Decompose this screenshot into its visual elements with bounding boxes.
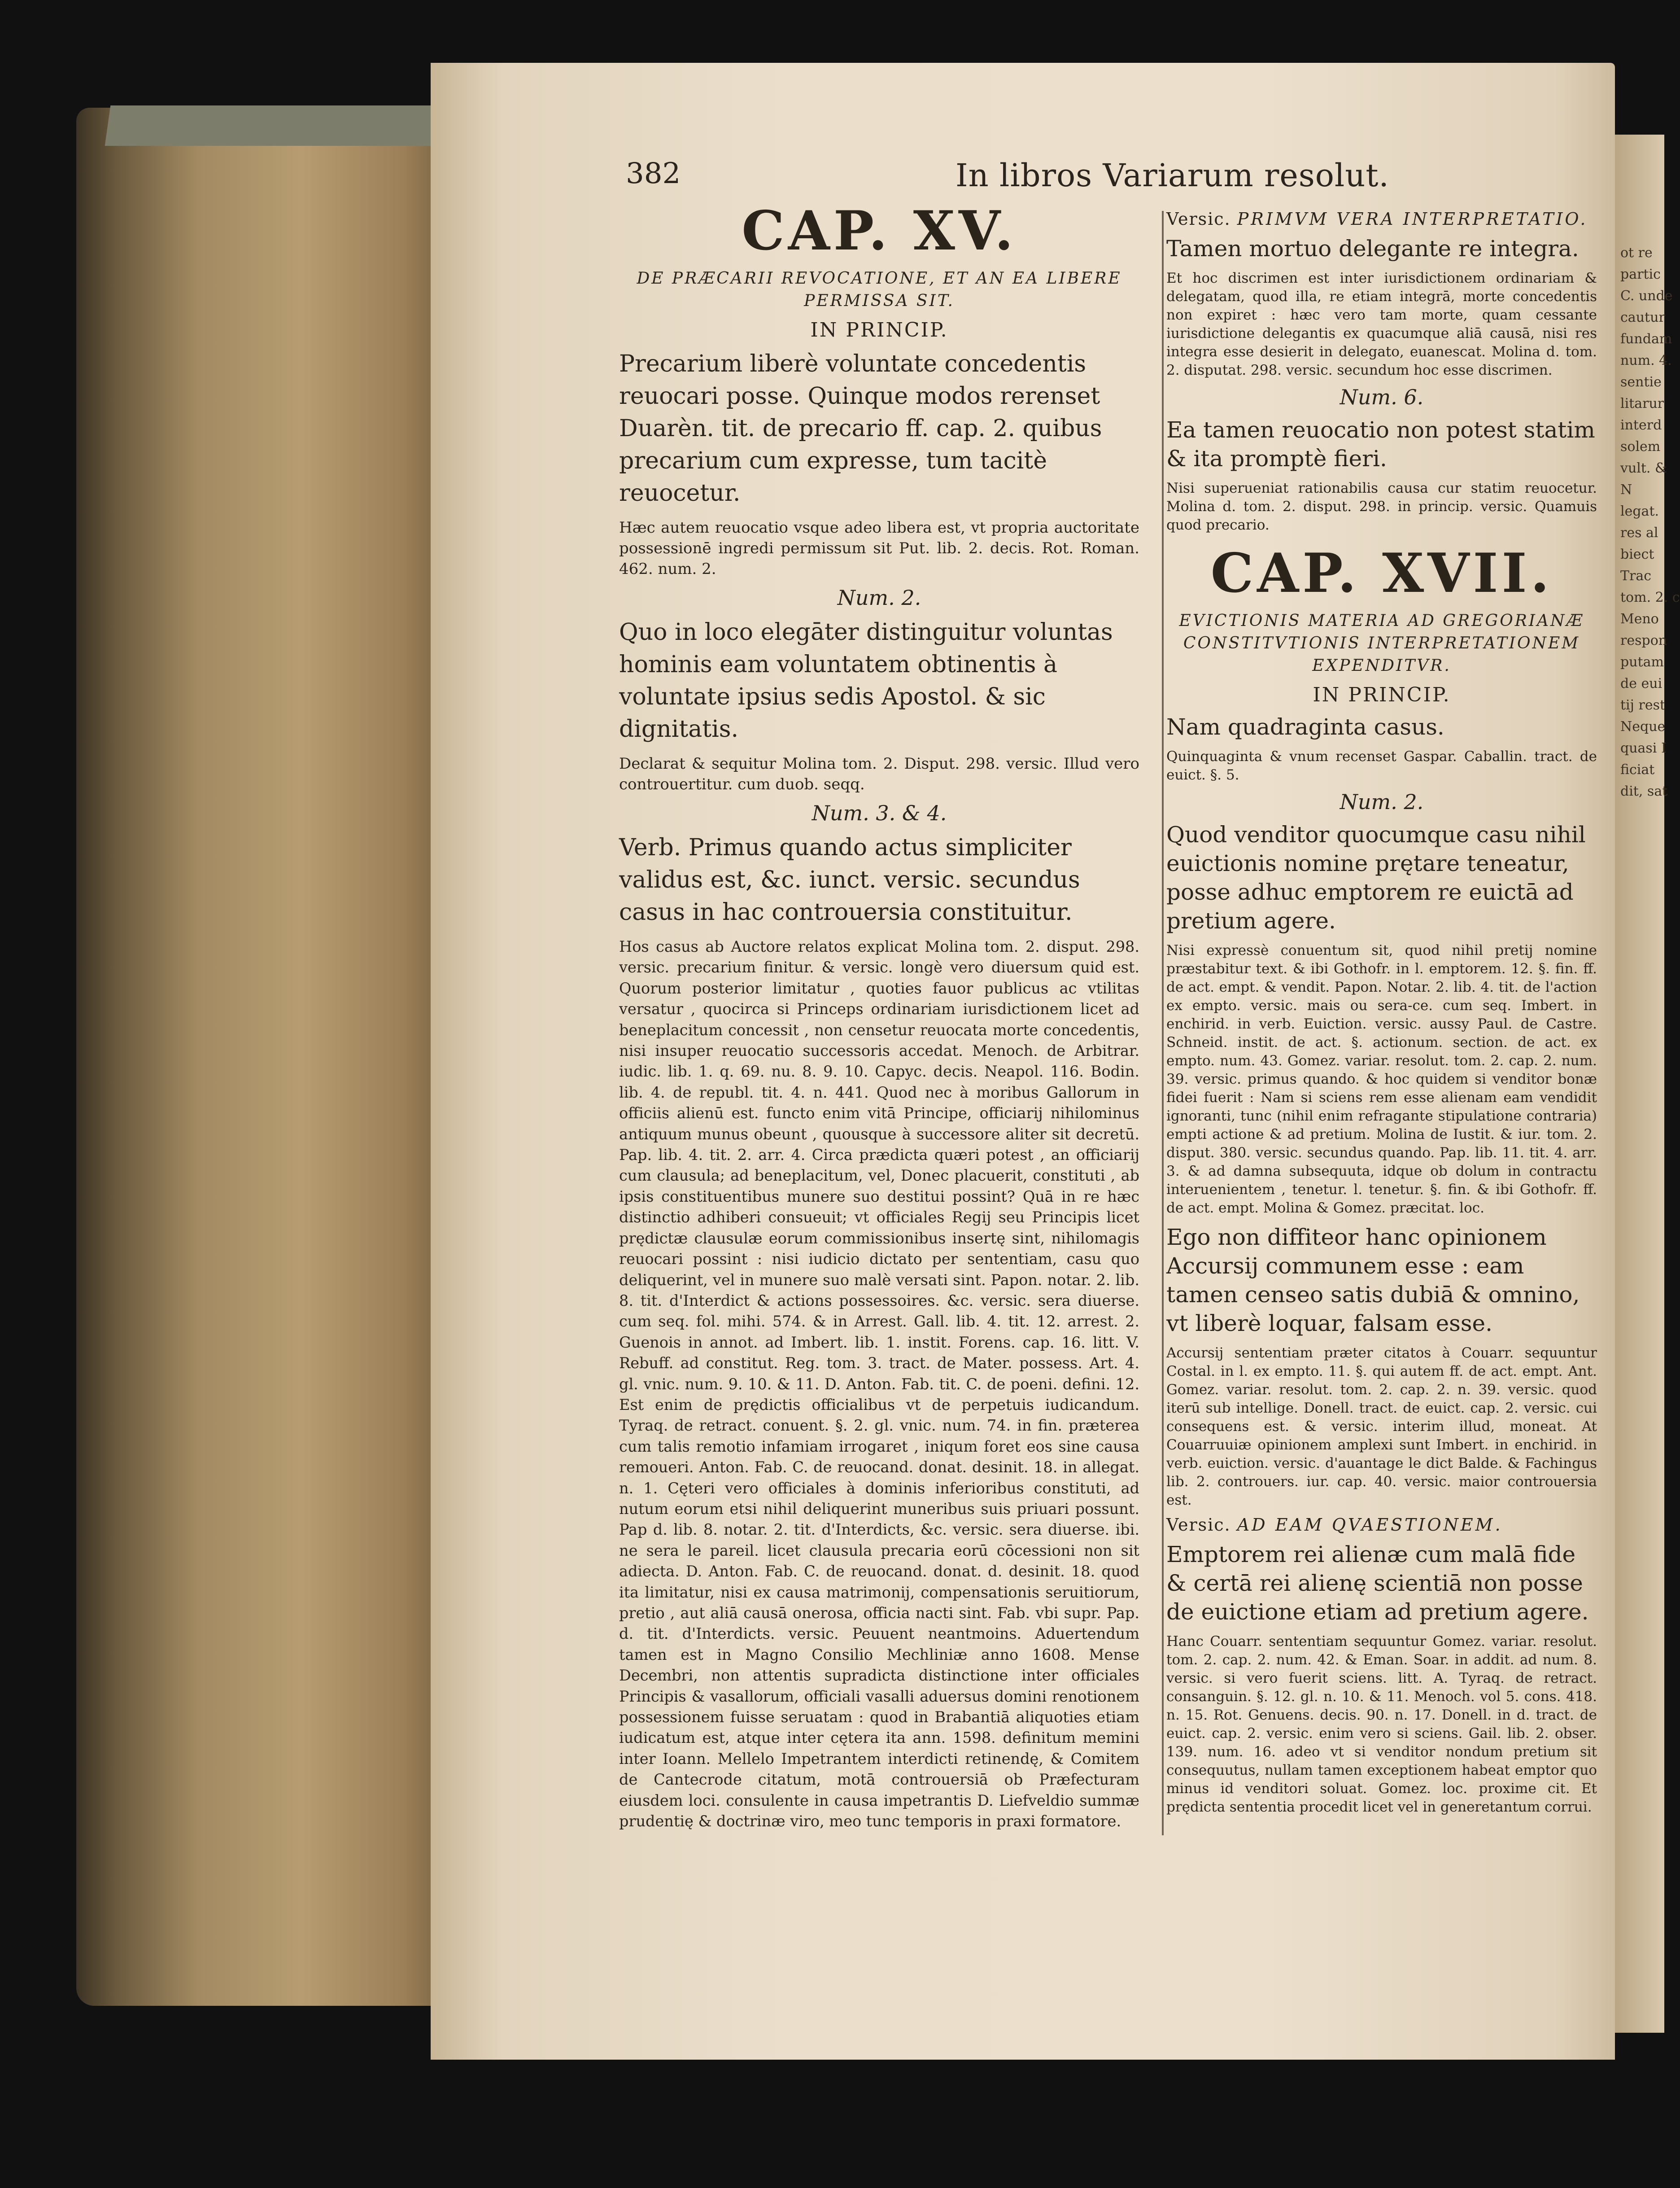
facing-page-fragment: solem [1620,439,1661,455]
number-heading: Num. 3. & 4. [812,801,947,825]
commentary-text: Nisi superueniat rationabilis causa cur statim reuocetur. Molina d. tom. 2. disput. 298. in princip. versic. Quamuis quod precario. [1166,480,1597,533]
chapter-subtitle: DE PRÆCARII REVOCATIONE, ET AN EA LIBERE PERMISSA SIT. [637,269,1122,310]
versic-label: Versic. [1166,209,1231,229]
versic-heading [1166,209,1597,229]
left-column [619,197,1139,1838]
commentary-text: Et hoc discrimen est inter iurisdictionem ordinariam & delegatam, quod illa, re etiam integrā, morte concedentis non expiret : hæc vero tam morte, quam cessante iurisdictione delegantis ex quacumque aliā causā, nisi res integra esse desierit in delegato, euanescat. Molina d. tom. 2. disputat. 298. versic. secundum hoc esse discrimen. [1166,270,1597,378]
facing-page-fragment: Neque [1620,719,1666,735]
facing-page-fragment: respon [1620,633,1667,648]
versic-title: AD EAM QVAESTIONEM. [1237,1515,1503,1535]
lemma-text: Ego non diffiteor hanc opinionem Accursij communem esse : eam tamen censeo satis dubiā & omnino, vt liberè loquar, falsam esse. [1166,1224,1580,1336]
facing-page-fragment: tom. 2. c [1620,590,1680,605]
facing-page-fragment: Meno [1620,611,1659,627]
facing-page-fragment: dit, sat [1620,783,1668,799]
facing-page-fragment: fundam [1620,331,1672,347]
chapter-title: CAP. XV. [742,199,1017,263]
lemma-text: Precarium liberè voluntate concedentis reuocari posse. Quinque modos rerenset Duarèn. tit. de precario ff. cap. 2. quibus precarium cum expresse, tum tacitè reuocetur. [619,350,1102,507]
facing-page-fragment: ot re [1620,245,1653,261]
versic-title: PRIMVM VERA INTERPRETATIO. [1237,209,1588,229]
facing-page-fragment: tij rest [1620,697,1666,713]
facing-page-fragment: num. 4. [1620,353,1672,368]
facing-page-fragment: N [1620,482,1632,498]
right-column [1166,206,1597,1822]
lemma-text: Quo in loco elegāter distinguitur voluntas hominis eam voluntatem obtinentis à voluntate ipsius sedis Apostol. & sic dignitatis. [619,619,1113,743]
facing-page-fragment: sentie [1620,374,1662,390]
commentary-text: Accursij sententiam præter citatos à Couarr. sequuntur Costal. in l. ex empto. 11. §. qui autem ff. de act. empt. Ant. Gomez. variar. resolut. tom. 2. cap. 2. n. 39. versic. quod iterū sub intellige. Donell. tract. de euict. cap. 2. versic. cui consequens est. & versic. interim illud, moneat. At Couarruuiæ opinionem amplexi sunt Imbert. in enchirid. in verb. euiction. versic. d'auantage le dict Balde. & Fachingus lib. 2. controuers. iur. cap. 40. versic. maior controuersia est. [1166,1345,1597,1508]
chapter-subtitle: EVICTIONIS MATERIA AD GREGORIANÆ CONSTITVTIONIS INTERPRETATIONEM EXPENDITVR. [1179,612,1584,675]
number-heading: Num. 2. [1340,790,1424,814]
section-heading: IN PRINCIP. [1313,683,1451,706]
lemma-text: Nam quadraginta casus. [1166,714,1444,740]
facing-page-fragment: cautur [1620,310,1665,325]
facing-page-fragment: res al [1620,525,1658,541]
commentary-text: Quinquaginta & vnum recenset Gaspar. Caballin. tract. de euict. §. 5. [1166,748,1597,783]
commentary-text: Hos casus ab Auctore relatos explicat Molina tom. 2. disput. 298. versic. precarium finitur. & versic. longè vero diuersum quid est. Quorum posterior limitatur , quoties fauor publicus ac vtilitas versatur , quocirca si Princeps ordinariam iurisdictionem licet ad beneplacitum concessit , non censetur reuocata morte concedentis, nisi insuper reuocatio successoris accedat. Menoch. de Arbitrar. iudic. lib. 1. q. 69. nu. 8. 9. 10. Capyc. decis. Neapol. 116. Bodin. lib. 4. de republ. tit. 4. n. 441. Quod nec à moribus Gallorum in officiis alienū est. functo enim vitā Principe, officiarij nihilominus antiquum munus obeunt , quousque à successore aliter sit decretū. Pap. lib. 4. tit. 2. arr. 4. Circa prædicta quæri potest , an officiarij cum clausula; ad beneplacitum, vel, Donec placuerit, constituti , ab ipsis constituentibus munere suo destitui possint? Quā in re hæc distinctio adhiberi consueuit; vt officiales Regij seu Principis licet prędictæ clausulæ eorum commissionibus insertę sint, nihilomagis reuocari possint : nisi iudicio dictato per sententiam, casu quo deliquerint, vel in munere suo malè versati sint. Papon. notar. 2. lib. 8. tit. d'Interdict & actions possessoires. &c. versic. sera diuerse. cum seq. fol. mihi. 574. & in Arrest. Gall. lib. 4. tit. 12. arrest. 2. Guenois in annot. ad Imbert. lib. 1. instit. Forens. cap. 16. litt. V. Rebuff. ad constitut. Reg. tom. 3. tract. de Mater. possess. Art. 4. gl. vnic. num. 9. 10. & 11. D. Anton. Fab. tit. C. de poeni. defini. 12. Est enim de prędictis officialibus vt de perpetuis iudicandum. Tyraq. de retract. conuent. §. 2. gl. vnic. num. 74. in fin. præterea cum talis remotio infamiam irrogaret , iniqum foret eos sine causa remoueri. Anton. Fab. C. de reuocand. donat. desinit. 18. in allegat. n. 1. Cęteri vero officiales à dominis inferioribus constituti, ad nutum eorum etsi nihil deliquerint muneribus suis priuari possunt. Pap d. lib. 8. notar. 2. tit. d'Interdicts, &c. versic. sera diuerse. ibi. ne sera le pareil. licet clausula precaria eorū cōcessioni non sit adiecta. D. Anton. Fab. C. de reuocand. donat. d. desinit. 18. quod ita limitatur, nisi ex causa matrimonij, compensationis seruitiorum, pretio , aut aliā causā onerosa, officia nacti sint. Fab. vbi supr. Pap. d. tit. d'Interdicts. versic. Peuuent neantmoins. Aduertendum tamen est in Magno Consilio Mechliniæ anno 1608. Mense Decembri, non attentis supradicta distinctione inter officiales Principis & vasallorum, officiali vasalli aduersus domini renotionem possessionem fuisse seruatam : quod in Brabantiā aliquoties etiam iudicatum est, atque inter cętera ita ann. 1598. definitum memini inter Ioann. Mellelo Impetrantem interdicti retinendę, & Comitem de Cantecrode citatum, motā controuersiā ob Præfecturam eiusdem loci. consulente in causa impetrantis D. Liefveldio summæ prudentię & doctrinæ viro, meo tunc temporis in praxi formatore. [619,938,1139,1830]
chapter-title: CAP. XVII. [1210,542,1553,605]
facing-page-fragment: C. unde [1620,288,1673,304]
facing-page-fragment: partic [1620,267,1661,282]
commentary-text: Declarat & sequitur Molina tom. 2. Disput. 298. versic. Illud vero controuertitur. cum duob. seqq. [619,755,1139,793]
number-heading: Num. 6. [1340,385,1424,409]
facing-page-fragment: Trac [1620,568,1652,584]
facing-page-fragment: ficiat [1620,762,1655,778]
lemma-text: Tamen mortuo delegante re integra. [1166,236,1579,262]
facing-page-fragment: litarur [1620,396,1664,411]
running-head: In libros Variarum resolut. [956,157,1389,194]
lemma-text: Quod venditor quocumque casu nihil euictionis nomine prętare teneatur, posse adhuc emptorem re euictā ad pretium agere. [1166,822,1586,934]
lemma-text: Verb. Primus quando actus simpliciter validus est, &c. iunct. versic. secundus casus in hac controuersia constituitur. [619,834,1080,926]
facing-page-fragment: biect [1620,547,1654,562]
facing-page-fragment: putam [1620,654,1664,670]
number-heading: Num. 2. [837,586,921,610]
section-heading: IN PRINCIP. [810,319,948,341]
versic-label: Versic. [1166,1515,1231,1535]
facing-page-text [1620,242,1680,802]
commentary-text: Hanc Couarr. sententiam sequuntur Gomez. variar. resolut. tom. 2. cap. 2. num. 42. & Eman. Soar. in addit. ad num. 8. versic. si vero fuerit sciens. litt. A. Tyraq. de retract. consanguin. §. 12. gl. n. 10. & 11. Menoch. vol 5. cons. 418. n. 15. Rot. Genuens. decis. 90. n. 17. Donell. in d. tract. de euict. cap. 2. versic. enim vero si sciens. Gail. lib. 2. obser. 139. num. 16. adeo vt si venditor nondum pretium sit consequutus, nullam tamen exceptionem habeat emptor quo minus id venditori soluat. Gomez. loc. proxime cit. Et prędicta sententia procedit licet vel in generetantum corrui. [1166,1633,1597,1815]
facing-page-fragment: interd [1620,417,1662,433]
facing-page-fragment: legat. [1620,503,1659,519]
page-number: 382 [626,157,681,190]
facing-page-fragment: quasi I [1620,740,1667,756]
versic-heading [1166,1515,1597,1535]
book-cover-top [105,105,479,146]
column-divider [1162,211,1164,1835]
book-page-edges [76,108,484,2006]
facing-page-fragment: vult. & [1620,460,1667,476]
lemma-text: Ea tamen reuocatio non potest statim & ita promptè fieri. [1166,417,1595,472]
commentary-text: Nisi expressè conuentum sit, quod nihil pretij nomine præstabitur text. & ibi Gothofr. in l. emptorem. 12. §. fin. ff. de act. empt. & vendit. Papon. Notar. 2. lib. 4. tit. de l'action ex empto. versic. mais ou sera-ce. cum seq. Imbert. in enchirid. in verb. Euiction. versic. aussy Paul. de Castre. Schneid. instit. de act. §. actionum. section. de act. ex empto. num. 43. Gomez. variar. resolut. tom. 2. cap. 2. num. 39. versic. primus quando. & hoc quidem si venditor bonæ fidei fuerit : Nam si sciens rem esse alienam eam vendidit ignoranti, tunc (nihil enim refragante stipulatione contraria) empti actione & ad pretium. Molina de Iustit. & iur. tom. 2. disput. 380. versic. secundus quando. Pap. lib. 11. tit. 4. arr. 3. & ad damna subsequuta, idque ob dolum in contractu interuenientem , tenetur. l. tenetur. §. fin. & ibi Gothofr. ff. de act. empt. Molina & Gomez. præcitat. loc. [1166,942,1597,1216]
facing-page-fragment: de eui [1620,676,1663,691]
lemma-text: Emptorem rei alienæ cum malā fide & certā rei alienę scientiā non posse de euictione etiam ad pretium agere. [1166,1541,1589,1625]
commentary-text: Hæc autem reuocatio vsque adeo libera est, vt propria auctoritate possessionē ingredi permissum sit Put. lib. 2. decis. Rot. Roman. 462. num. 2. [619,519,1139,578]
